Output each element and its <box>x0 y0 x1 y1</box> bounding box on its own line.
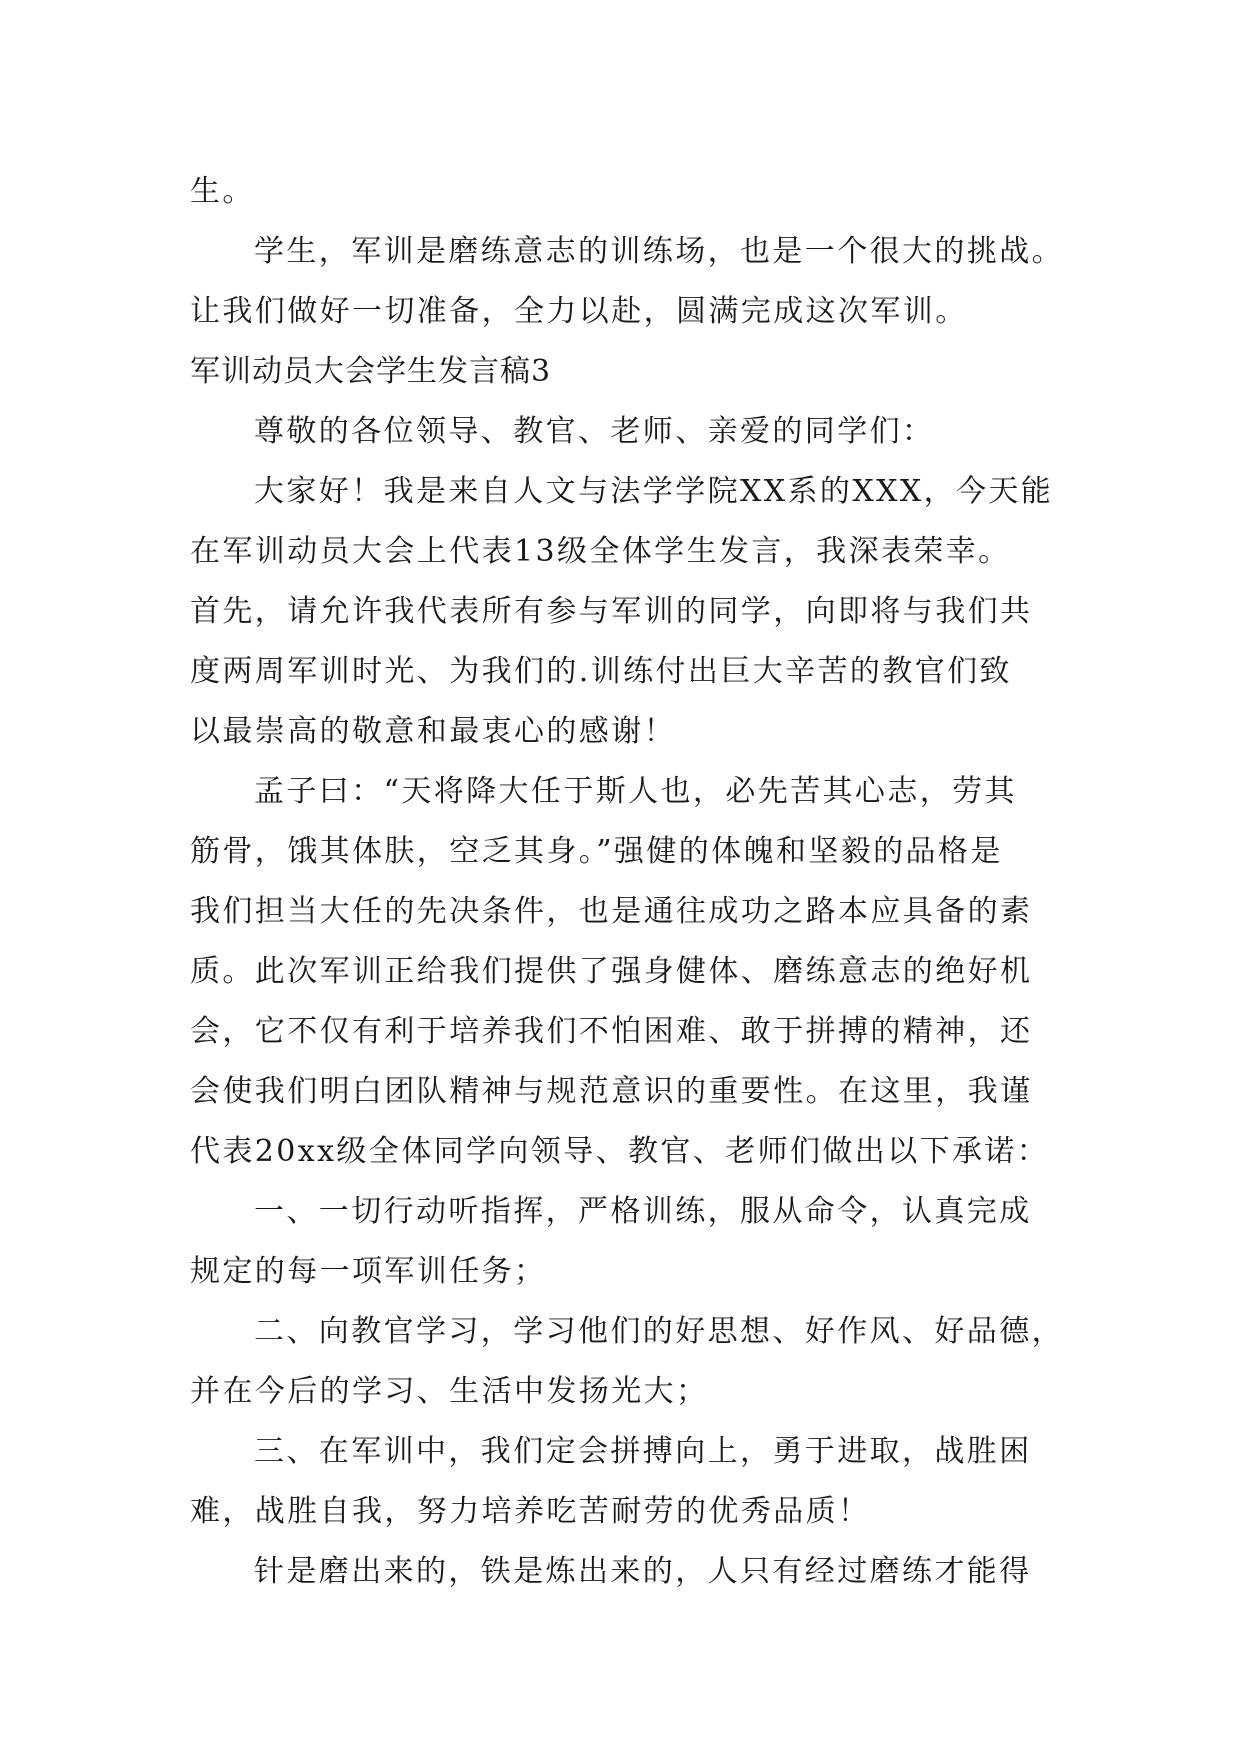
salutation: 尊敬的各位领导、教官、老师、亲爱的同学们： <box>254 414 935 449</box>
text-line: 并在今后的学习、生活中发扬光大； <box>190 1374 709 1409</box>
text-line: 会，它不仅有利于培养我们不怕困难、敢于拼搏的精神，还 <box>190 1014 1033 1049</box>
text-line: 大家好！我是来自人文与法学学院XX系的XXX，今天能 <box>254 474 1054 509</box>
text-line: 规定的每一项军训任务； <box>190 1254 547 1289</box>
text-line: 代表20xx级全体同学向领导、教官、老师们做出以下承诺： <box>190 1134 1050 1169</box>
pledge-item: 二、向教官学习，学习他们的好思想、好作风、好品德， <box>254 1314 1064 1349</box>
text-line: 让我们做好一切准备，全力以赴，圆满完成这次军训。 <box>190 294 968 329</box>
text-line: 生。 <box>190 174 255 209</box>
text-line: 质。此次军训正给我们提供了强身健体、磨练意志的绝好机 <box>190 954 1033 989</box>
text-line: 筋骨，饿其体肤，空乏其身。”强健的体魄和坚毅的品格是 <box>190 834 1003 869</box>
section-heading: 军训动员大会学生发言稿3 <box>190 354 552 389</box>
text-line: 会使我们明白团队精神与规范意识的重要性。在这里，我谨 <box>190 1074 1033 1109</box>
text-line: 以最崇高的敬意和最衷心的感谢！ <box>190 714 676 749</box>
text-line: 我们担当大任的先决条件，也是通往成功之路本应具备的素 <box>190 894 1033 929</box>
pledge-item: 三、在军训中，我们定会拼搏向上，勇于进取，战胜困 <box>254 1434 1032 1469</box>
text-line: 孟子曰：“天将降大任于斯人也，必先苦其心志，劳其 <box>254 774 1017 809</box>
text-line: 难，战胜自我，努力培养吃苦耐劳的优秀品质！ <box>190 1494 871 1529</box>
text-line: 首先，请允许我代表所有参与军训的同学，向即将与我们共 <box>190 594 1033 629</box>
text-line: 针是磨出来的，铁是炼出来的，人只有经过磨练才能得 <box>254 1554 1032 1589</box>
pledge-item: 一、一切行动听指挥，严格训练，服从命令，认真完成 <box>254 1194 1032 1229</box>
text-line: 在军训动员大会上代表13级全体学生发言，我深表荣幸。 <box>190 534 1011 569</box>
text-line: 学生，军训是磨练意志的训练场，也是一个很大的挑战。 <box>254 234 1064 269</box>
text-line: 度两周军训时光、为我们的.训练付出巨大辛苦的教官们致 <box>190 654 1012 689</box>
document-body <box>190 162 1064 1602</box>
